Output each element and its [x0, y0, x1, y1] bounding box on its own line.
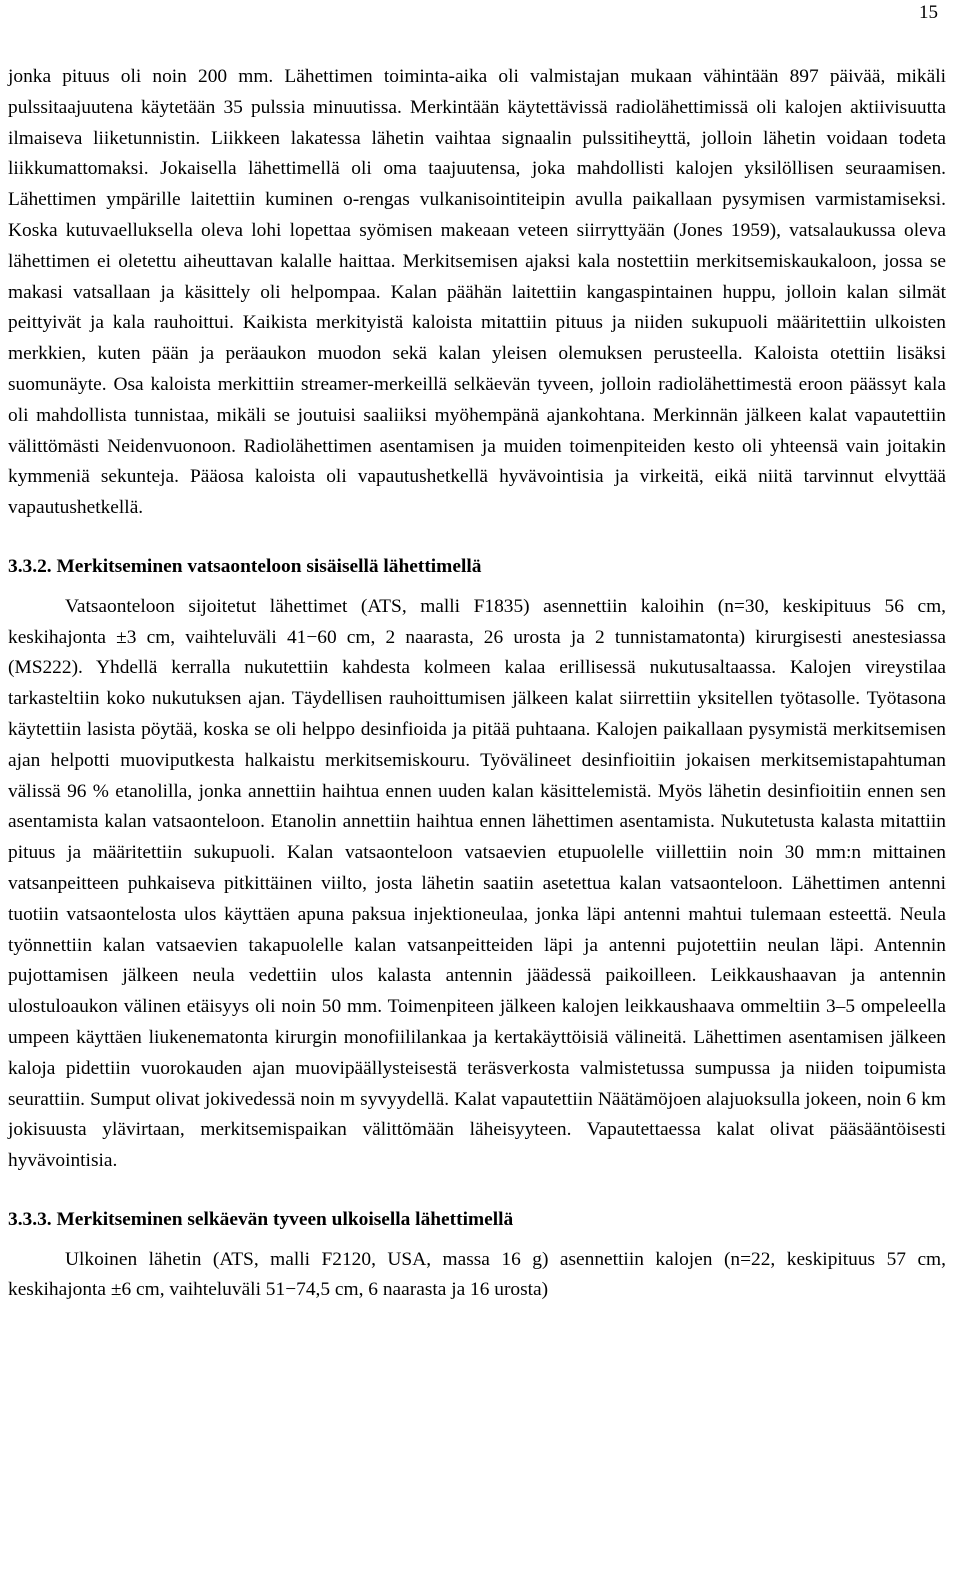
document-body: [8, 62, 946, 1306]
section-heading-3-3-2: 3.3.2. Merkitseminen vatsaonteloon sisäisellä lähettimellä: [8, 555, 482, 577]
paragraph-internal-transmitter: Vatsaonteloon sijoitetut lähettimet (ATS, malli F1835) asennettiin kaloihin (n=30, keskipituus 56 cm, keskihajonta ±3 cm, vaihteluväli 41−60 cm, 2 naarasta, 26 urosta ja 2 tunnistamatonta) kirurgisesti anestesiassa (MS222). Yhdellä kerralla nukutettiin kahdesta kolmeen kalaa erillisessä nukutusaltaassa. Kalojen vireystilaa tarkasteltiin koko nukutuksen ajan. Täydellisen rauhoittumisen jälkeen kalat siirrettiin yksitellen työtasolle. Työtasona käytettiin lasista pöytää, koska se oli helppo desinfioida ja pitää puhtaana. Kalojen paikallaan pysymistä merkitsemisen ajan helpotti muoviputkesta halkaistu merkitsemiskouru. Työvälineet desinfioitiin jokaisen merkitsemistapahtuman välissä 96 % etanolilla, jonka annettiin haihtua ennen uuden kalan käsittelemistä. Myös lähetin desinfioitiin ennen sen asentamista kalan vatsaonteloon. Etanolin annettiin haihtua ennen lähettimen asentamista. Nukutetusta kalasta mitattiin pituus ja määritettiin sukupuoli. Kalan vatsaonteloon vatsaevien etupuolelle viillettiin noin 30 mm:n mittainen vatsanpeitteen puhkaiseva pitkittäinen viilto, josta lähetin saatiin asetettua kalan vatsaonteloon. Lähettimen antenni tuotiin vatsaontelosta ulos käyttäen apuna paksua injektioneulaa, jonka läpi antenni mahtui tulemaan esteettä. Neula työnnettiin kalan vatsaevien takapuolelle kalan vatsanpeitteiden läpi ja antenni pujotettiin neulan läpi. Antennin pujottamisen jälkeen neula vedettiin ulos kalasta antennin jäädessä paikoilleen. Leikkaushaavan ja antennin ulostuloaukon välinen etäisyys oli noin 50 mm. Toimenpiteen jälkeen kalojen leikkaushaava ommeltiin 3–5 ompeleella umpeen käyttäen liukenematonta kirurgin monofiililankaa ja kertakäyttöisiä välineitä. Lähettimen asentamisen jälkeen kaloja pidettiin vuorokauden ajan muovipäällysteisestä teräsverkosta valmistetussa sumpussa ja niiden toipumista seurattiin. Sumput olivat jokivedessä noin m syvyydellä. Kalat vapautettiin Näätämöjoen alajuoksulla jokeen, noin 6 km jokisuusta ylävirtaan, merkitsemispaikan välittömään läheisyyteen. Vapautettaessa kalat olivat pääsääntöisesti hyvävointisia.: [8, 595, 946, 1172]
paragraph-tagging-details: jonka pituus oli noin 200 mm. Lähettimen toiminta-aika oli valmistajan mukaan vähintään 897 päivää, mikäli pulssitaajuutena käytetään 35 pulssia minuutissa. Merkintään käytettävissä radiolähettimissä oli kalojen aktiivisuutta ilmaiseva liiketunnistin. Liikkeen lakatessa lähetin vaihtaa signaalin pulssitiheyttä, jolloin lähetin voidaan todeta liikkumattomaksi. Jokaisella lähettimellä oli oma taajuutensa, joka mahdollisti kalojen yksilöllisen seuraamisen. Lähettimen ympärille laitettiin kuminen o-rengas vulkanisointiteipin avulla paikallaan pysymisen varmistamiseksi. Koska kutuvaelluksella oleva lohi lopettaa syömisen makeaan veteen siirryttyään (Jones 1959), vatsalaukussa oleva lähettimen ei oletettu aiheuttavan kalalle haittaa. Merkitsemisen ajaksi kala nostettiin merkitsemiskaukaloon, jossa se makasi vatsallaan ja käsittely oli helpompaa. Kalan päähän laitettiin kangaspintainen huppu, jolloin kalan silmät peittyivät ja kala rauhoittui. Kaikista merkityistä kaloista mitattiin pituus ja niiden sukupuoli määritettiin ulkoisten merkkien, kuten pään ja peräaukon muodon sekä kalan yleisen olemuksen perusteella. Kaloista otettiin lisäksi suomunäyte. Osa kaloista merkittiin streamer-merkeillä selkäevän tyveen, jolloin radiolähettimestä eroon päässyt kala oli mahdollista tunnistaa, mikäli se joutuisi saaliiksi myöhempänä ajankohtana. Merkinnän jälkeen kalat vapautettiin välittömästi Neidenvuonoon. Radiolähettimen asentamisen ja muiden toimenpiteiden kesto oli yhteensä vain joitakin kymmeniä sekunteja. Pääosa kaloista oli vapautushetkellä hyvävointisia ja virkeitä, eikä niitä tarvinnut elvyttää vapautushetkellä.: [8, 66, 946, 519]
paragraph-external-transmitter: Ulkoinen lähetin (ATS, malli F2120, USA, massa 16 g) asennettiin kalojen (n=22, keskipituus 57 cm, keskihajonta ±6 cm, vaihteluväli 51−74,5 cm, 6 naarasta ja 16 urosta): [8, 1248, 946, 1301]
page-number: 15: [919, 2, 938, 23]
section-heading-3-3-3: 3.3.3. Merkitseminen selkäevän tyveen ulkoisella lähettimellä: [8, 1208, 514, 1230]
